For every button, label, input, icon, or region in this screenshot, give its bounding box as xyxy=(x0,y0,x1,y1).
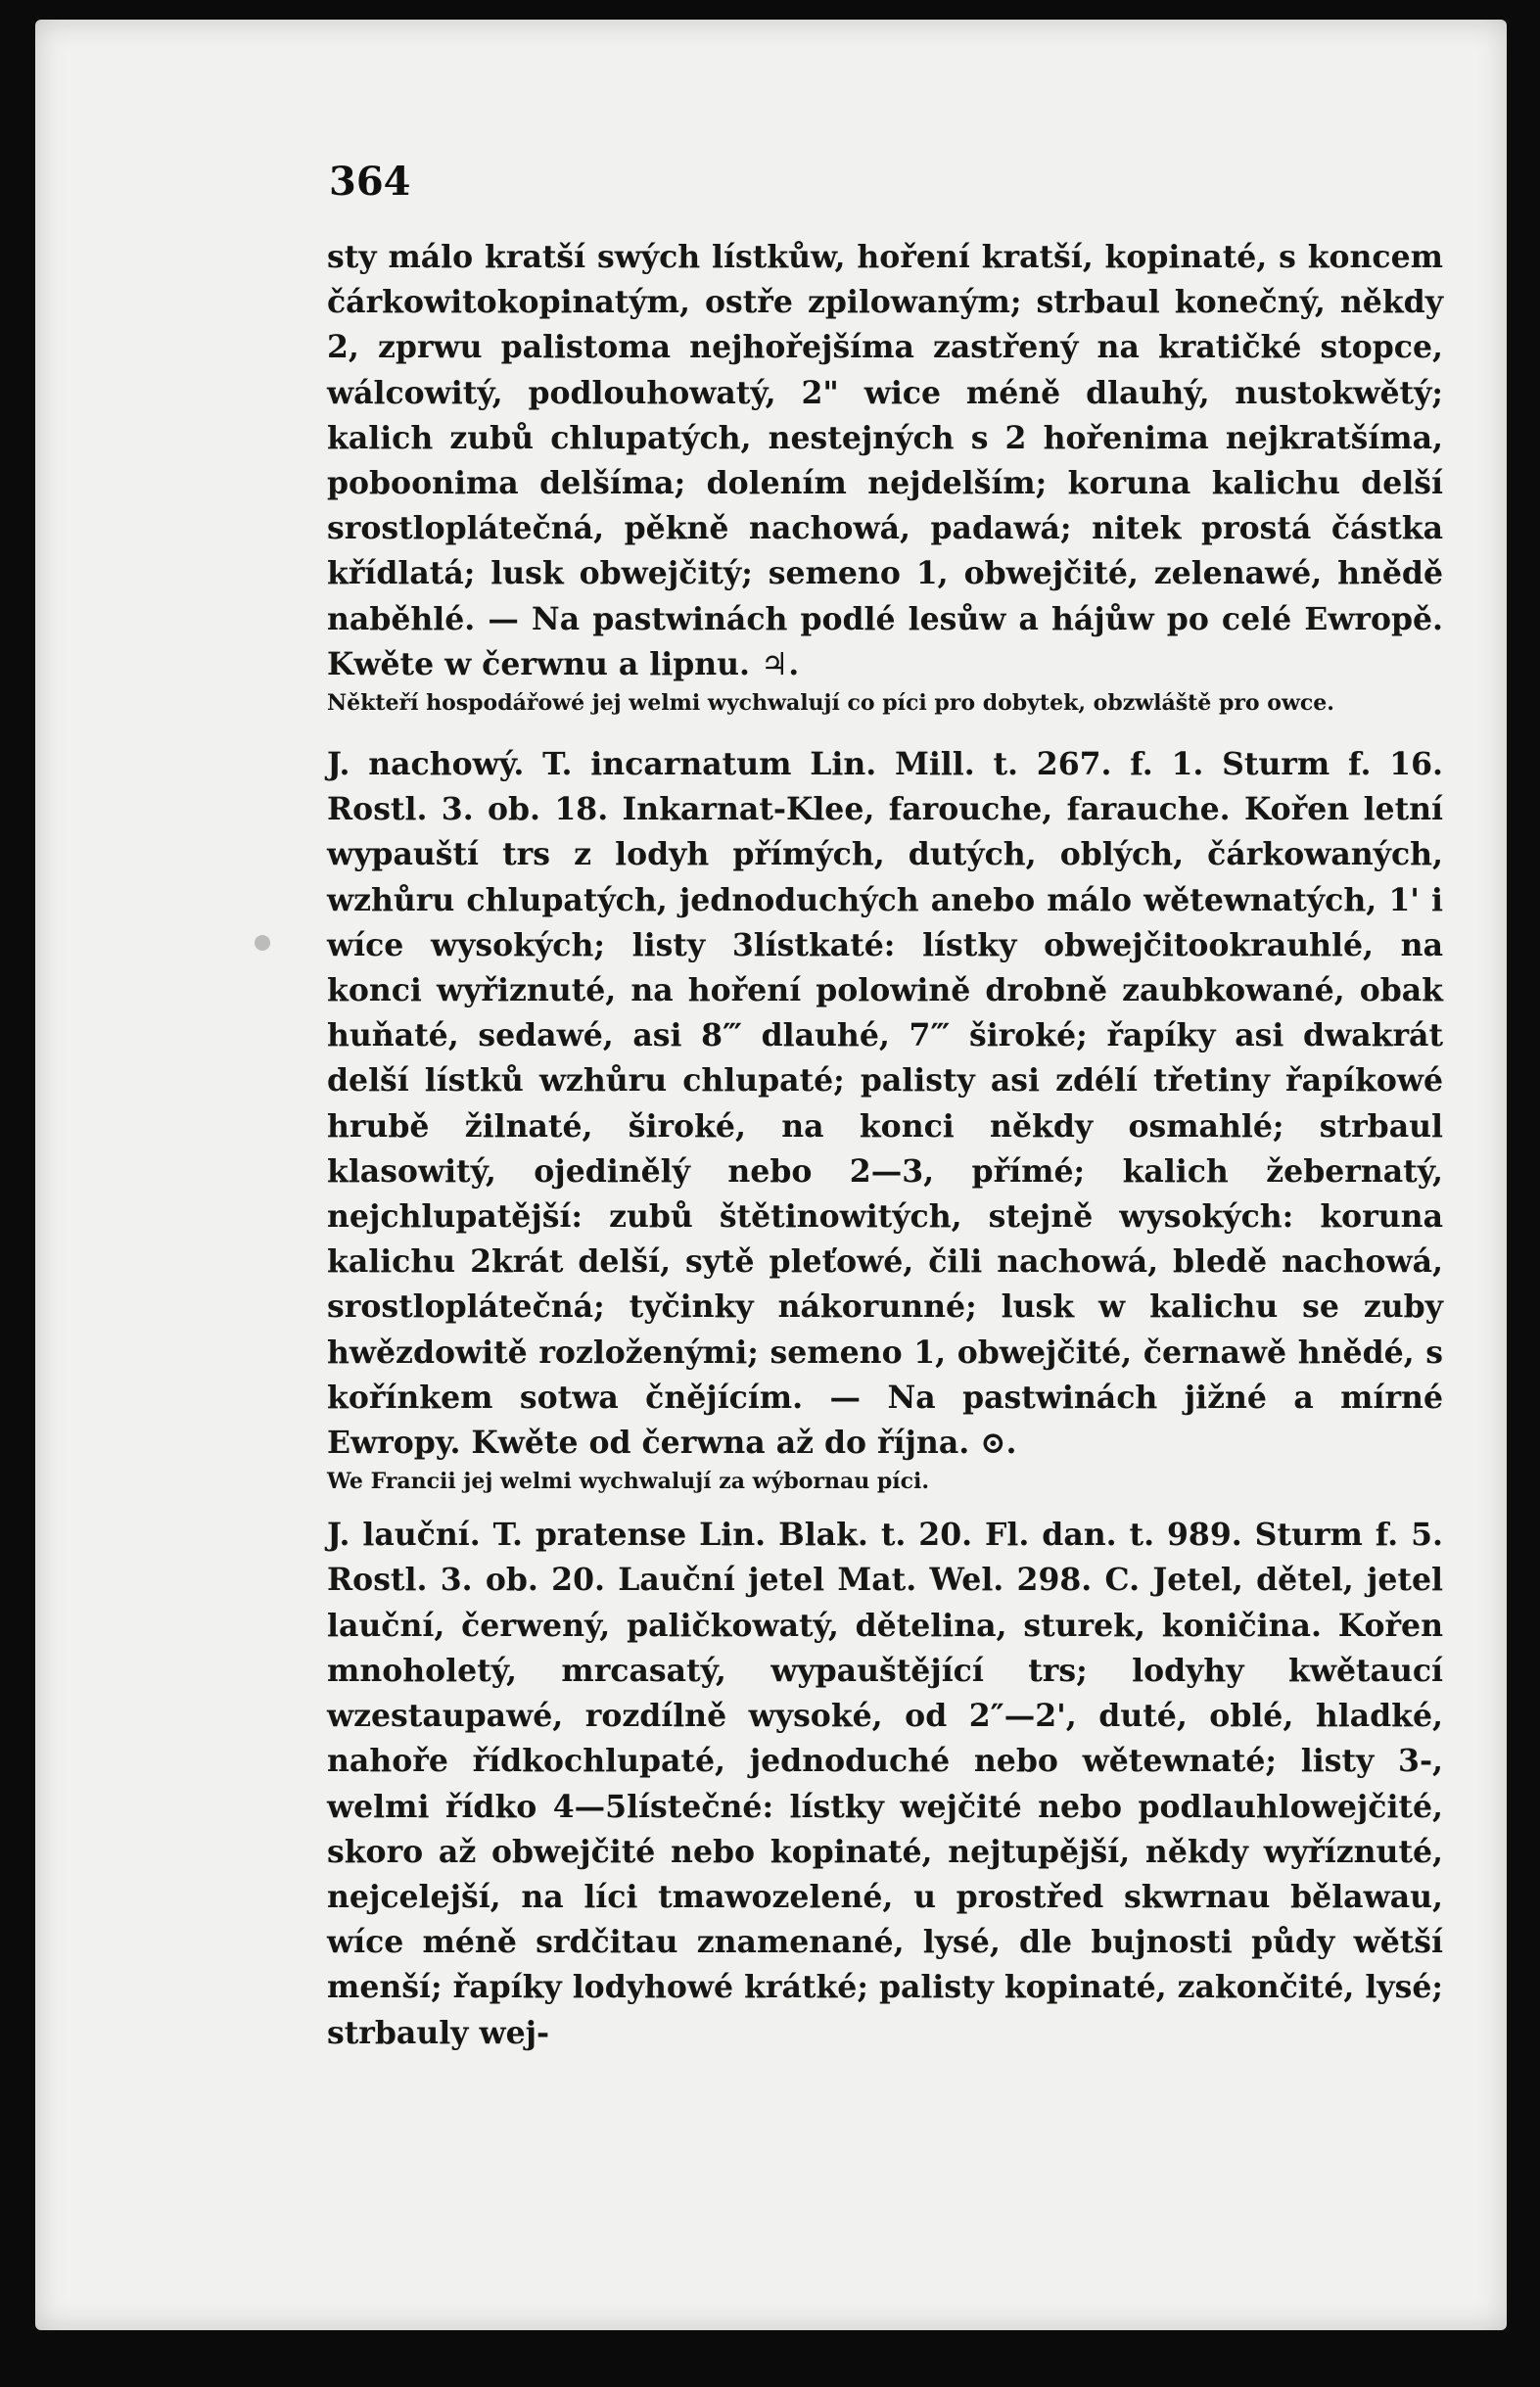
paragraph-pratense: J. lauční. T. pratense Lin. Blak. t. 20. Fl. dan. t. 989. Sturm f. 5. Rostl. 3. ob. 20. Lauční jetel Mat. Wel. 298. C. Jetel, dětel, jetel lauční, čerwený, paličkowatý, dětelina, sturek, koničina. Kořen mnoholetý, mrcasatý, wypauštějící trs; lodyhy kwětaucí wzestaupawé, rozdílně wysoké, od 2″—2', duté, oblé, hladké, nahoře řídkochlupaté, jednoduché nebo wětewnaté; listy 3-, welmi řídko 4—5lístečné: lístky wejčité nebo podlauhlowejčité, skoro až obwejčité nebo kopinaté, nejtupější, někdy wyříznuté, nejcelejší, na líci tmawozelené, u prostřed skwrnau bělawau, wíce méně srdčitau znamenané, lysé, dle bujnosti půdy wětší menší; řapíky lodyhowé krátké; palisty kopinaté, zakončité, lysé; strbauly wej- xyxy=(327,1517,1443,2051)
page-text xyxy=(327,235,1443,2056)
ink-blot xyxy=(255,935,270,951)
footnote-1: Někteří hospodářowé jej welmi wychwalují co píci pro dobytek, obzwláště pro owce. xyxy=(327,690,1334,717)
book-page xyxy=(35,20,1507,2330)
footnote-2: We Francii jej welmi wychwalují za wýbornau píci. xyxy=(327,1469,930,1495)
paragraph-continuation: sty málo kratší swých lístkůw, hoření kratší, kopinaté, s koncem čárkowitokopinatým, ostře zpilowaným; strbaul konečný, někdy 2, zprwu palistoma nejhořejšíma zastřený na kratičké stopce, wálcowitý, podlouhowatý, 2" wice méně dlauhý, nustokwětý; kalich zubů chlupatých, nestejných s 2 hořenima nejkratšíma, poboonima delšíma; dolením nejdelším; koruna kalichu delší srostloplátečná, pěkně nachowá, padawá; nitek prostá částka křídlatá; lusk obwejčitý; semeno 1, obwejčité, zelenawé, hnědě naběhlé. — Na pastwinách podlé lesůw a hájůw po celé Ewropě. Kwěte w čerwnu a lipnu. ♃. xyxy=(327,239,1443,682)
page-number: 364 xyxy=(329,159,411,205)
paragraph-incarnatum: J. nachowý. T. incarnatum Lin. Mill. t. 267. f. 1. Sturm f. 16. Rostl. 3. ob. 18. Inkarnat-Klee, farouche, farauche. Kořen letní wypauští trs z lodyh přímých, dutých, oblých, čárkowaných, wzhůru chlupatých, jednoduchých anebo málo wětewnatých, 1' i wíce wysokých; listy 3lístkaté: lístky obwejčitookrauhlé, na konci wyřiznuté, na hoření polowině drobně zaubkowané, obak huňaté, sedawé, asi 8‴ dlauhé, 7‴ široké; řapíky asi dwakrát delší lístků wzhůru chlupaté; palisty asi zdélí třetiny řapíkowé hrubě žilnaté, široké, na konci někdy osmahlé; strbaul klasowitý, ojedinělý nebo 2—3, přímé; kalich žebernatý, nejchlupatější: zubů štětinowitých, stejně wysokých: koruna kalichu 2krát delší, sytě pleťowé, čili nachowá, bledě nachowá, srostloplátečná; tyčinky nákorunné; lusk w kalichu se zuby hwězdowitě rozloženými; semeno 1, obwejčité, černawě hnědé, s kořínkem sotwa čnějícím. — Na pastwinách jižné a mírné Ewropy. Kwěte od čerwna až do října. ⊙. xyxy=(327,746,1443,1462)
